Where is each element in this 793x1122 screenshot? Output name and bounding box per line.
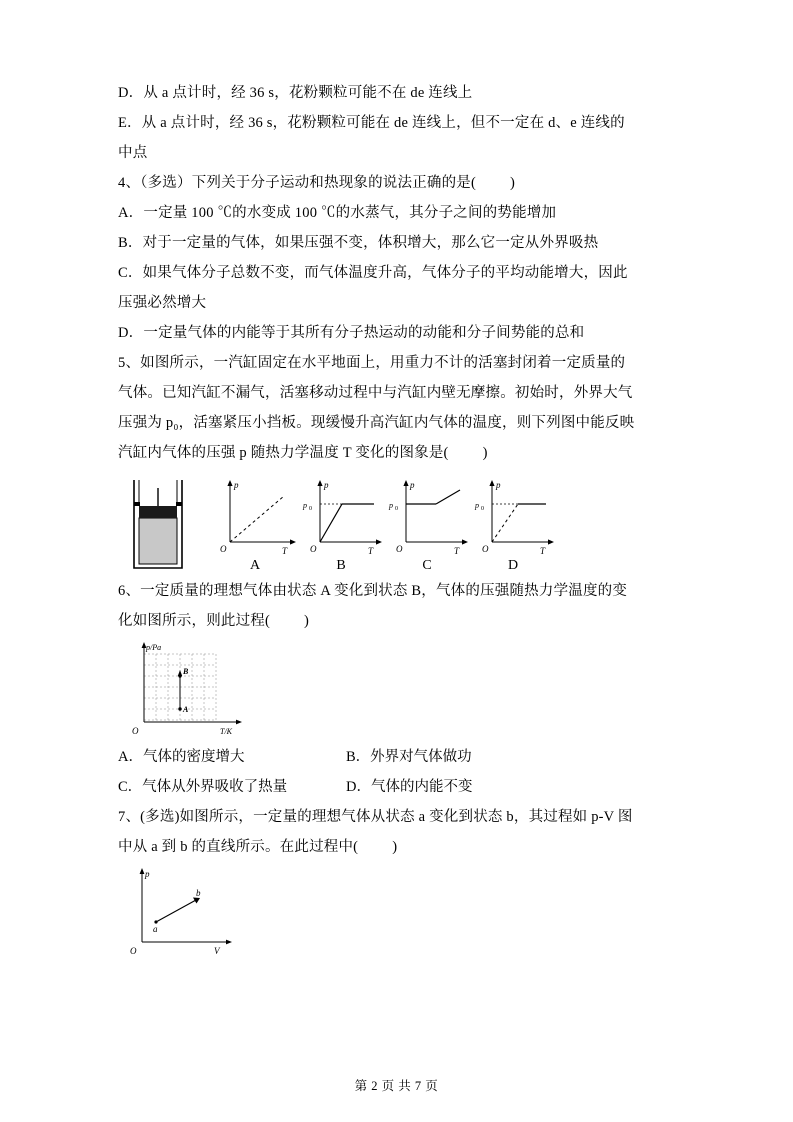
svg-text:a: a: [153, 924, 158, 934]
question-6-stem-close: ): [304, 613, 310, 629]
question-6-stem-text: 化如图所示，则此过程(: [118, 613, 271, 629]
question-7-stem-line2: [118, 832, 675, 862]
svg-text:A: A: [183, 705, 189, 714]
question-7-stem-close: ): [392, 839, 398, 855]
svg-text:p: p: [324, 480, 329, 490]
question-6-option-d: D．气体的内能不变: [346, 779, 473, 795]
cylinder-figure: [122, 474, 194, 574]
question-7-figure: [122, 866, 675, 958]
option-e-line-2: 中点: [118, 145, 148, 161]
question-6-options-row2: [118, 772, 675, 802]
question-6-option-b: B．外界对气体做功: [346, 749, 472, 765]
svg-text:p: p: [475, 501, 479, 510]
option-d-line: D．从 a 点计时，经 36 s，花粉颗粒可能不在 de 连线上: [118, 85, 473, 101]
svg-text:T/K: T/K: [220, 727, 233, 736]
question-5-stem-line3: 压强为 p₀，活塞紧压小挡板。现缓慢升高汽缸内气体的温度，则下列图中能反映: [118, 415, 635, 431]
question-4-stem-text: 4、（多选）下列关于分子运动和热现象的说法正确的是(: [118, 175, 477, 191]
question-7-stem-line1: 7、(多选)如图所示，一定量的理想气体从状态 a 变化到状态 b，其过程如 p-V 图: [118, 809, 633, 825]
svg-text:p: p: [389, 501, 393, 510]
svg-text:T: T: [368, 546, 374, 556]
svg-text:p: p: [145, 869, 150, 879]
question-5-graph-set: [212, 476, 556, 574]
svg-text:T: T: [540, 546, 546, 556]
svg-text:p: p: [496, 480, 501, 490]
question-4-option-a: A．一定量 100 ℃的水变成 100 ℃的水蒸气，其分子之间的势能增加: [118, 205, 557, 221]
page-footer: 第 2 页 共 7 页: [354, 1079, 439, 1093]
svg-text:p/Pa: p/Pa: [146, 643, 162, 652]
graph-label-b: B: [336, 558, 346, 573]
svg-text:T: T: [282, 546, 288, 556]
graph-option-d: [470, 476, 556, 574]
question-6-stem-line1: 6、一定质量的理想气体由状态 A 变化到状态 B，气体的压强随热力学温度的变: [118, 583, 628, 599]
question-4-option-d: D．一定量气体的内能等于其所有分子热运动的动能和分子间势能的总和: [118, 325, 585, 341]
graph-label-a: A: [249, 558, 261, 573]
svg-text:T: T: [454, 546, 460, 556]
svg-text:0: 0: [309, 506, 312, 512]
graph-label-c: C: [422, 558, 432, 573]
question-4-stem-close: ): [510, 175, 516, 191]
question-6-figure: [122, 640, 675, 740]
question-6-stem-line2: [118, 606, 675, 636]
svg-text:0: 0: [395, 506, 398, 512]
svg-text:O: O: [132, 726, 139, 736]
question-4-option-c-line1: C．如果气体分子总数不变，而气体温度升高，气体分子的平均动能增大，因此: [118, 265, 628, 281]
question-4-option-b: B．对于一定量的气体，如果压强不变，体积增大，那么它一定从外界吸热: [118, 235, 599, 251]
svg-text:B: B: [183, 667, 189, 676]
svg-text:O: O: [220, 544, 227, 554]
svg-text:O: O: [310, 544, 317, 554]
graph-option-b: [298, 476, 384, 574]
svg-text:b: b: [196, 888, 201, 898]
svg-text:O: O: [130, 946, 137, 956]
question-4-option-c-line2: 压强必然增大: [118, 295, 207, 311]
question-6-option-a: A．气体的密度增大: [118, 749, 245, 765]
svg-text:p: p: [410, 480, 415, 490]
svg-text:O: O: [396, 544, 403, 554]
option-e-line-1: E．从 a 点计时，经 36 s，花粉颗粒可能在 de 连线上，但不一定在 d、e 连线的: [118, 115, 625, 131]
question-5-stem-line4: [118, 438, 675, 468]
question-5-figure-row: [118, 474, 675, 574]
graph-label-d: D: [507, 558, 519, 573]
question-4-stem: [118, 168, 675, 198]
question-7-stem-text: 中从 a 到 b 的直线所示。在此过程中(: [118, 839, 359, 855]
svg-text:O: O: [482, 544, 489, 554]
question-5-stem-text: 汽缸内气体的压强 p 随热力学温度 T 变化的图象是(: [118, 445, 449, 461]
question-6-option-c: C．气体从外界吸收了热量: [118, 779, 288, 795]
question-5-stem-close: ): [482, 445, 488, 461]
svg-text:0: 0: [481, 506, 484, 512]
svg-text:V: V: [214, 946, 220, 956]
question-5-stem-line1: 5、如图所示，一汽缸固定在水平地面上，用重力不计的活塞封闭着一定质量的: [118, 355, 626, 371]
question-5-stem-line2: 气体。已知汽缸不漏气，活塞移动过程中与汽缸内壁无摩擦。初始时，外界大气: [118, 385, 633, 401]
question-6-options-row1: [118, 742, 675, 772]
graph-option-a: [212, 476, 298, 574]
svg-text:p: p: [303, 501, 307, 510]
svg-text:p: p: [234, 480, 239, 490]
graph-option-c: [384, 476, 470, 574]
